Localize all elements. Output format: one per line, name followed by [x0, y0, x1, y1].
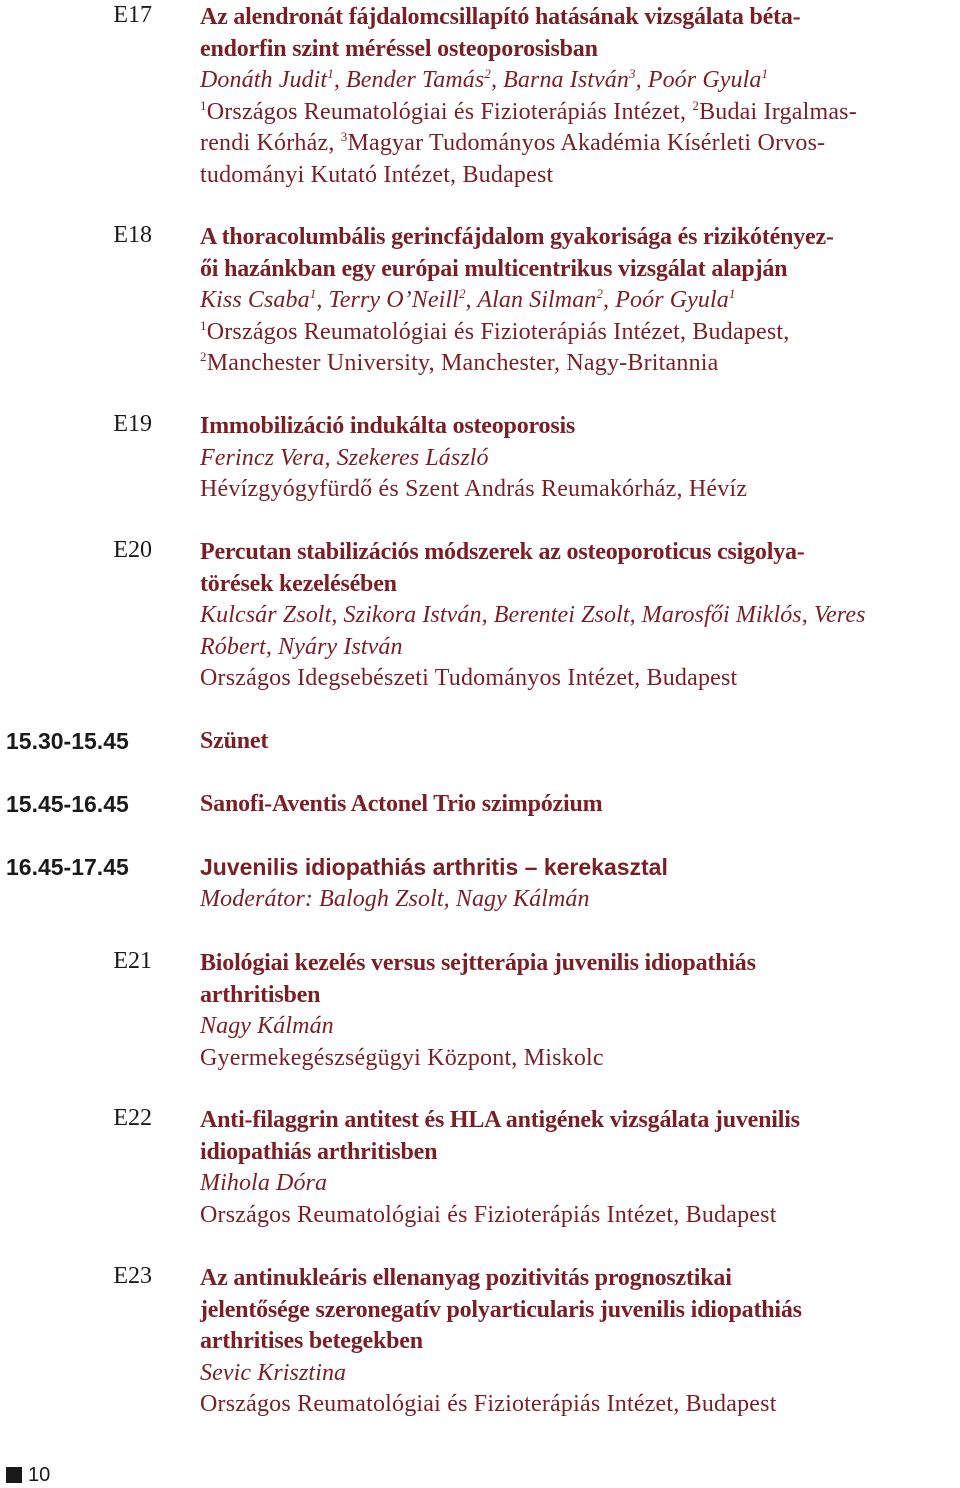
entry-authors: Nagy Kálmán: [200, 1013, 334, 1039]
entry-title-line: arthritisben: [200, 981, 321, 1008]
entry-code: E21: [113, 948, 152, 974]
session-moderator: Moderátor: Balogh Zsolt, Nagy Kálmán: [200, 885, 590, 912]
square-bullet-icon: [6, 1467, 22, 1483]
entry-title-line: Biológiai kezelés versus sejtterápia juvenilis idiopathiás: [200, 950, 756, 976]
entry-title-line: ői hazánkban egy európai multicentrikus vizsgálat alapján: [200, 255, 788, 282]
session-time: 15.45-16.45: [6, 791, 129, 817]
entry-affiliation: rendi Kórház, $^3$Magyar Tudományos Akadémia Kísérleti Orvos-: [200, 129, 826, 156]
entry-authors: Mihola Dóra: [200, 1170, 328, 1196]
entry-authors: Róbert, Nyáry István: [200, 633, 403, 660]
entry-title-line: Percutan stabilizációs módszerek az osteoporoticus csigolya-: [200, 539, 805, 565]
session-label: Sanofi-Aventis Actonel Trio szimpózium: [200, 791, 603, 817]
entry-affiliation: $^1$Országos Reumatológiai és Fizioterápiás Intézet, $^2$Budai Irgalmas-: [200, 97, 857, 125]
entry-title-line: A thoracolumbális gerincfájdalom gyakorisága és rizikótényez-: [200, 224, 834, 250]
entry-title-line: törések kezelésében: [200, 570, 397, 597]
entry-code: E22: [113, 1105, 152, 1131]
entry-affiliation: tudományi Kutató Intézet, Budapest: [200, 161, 554, 188]
session-label: Szünet: [200, 728, 269, 754]
entry-affiliation: $^2$Manchester University, Manchester, Nagy-Britannia: [200, 349, 719, 376]
entry-authors: Ferincz Vera, Szekeres László: [200, 444, 489, 471]
entry-title-line: Immobilizáció indukálta osteoporosis: [200, 413, 576, 439]
entry-affiliation: Országos Idegsebészeti Tudományos Intézet, Budapest: [200, 665, 738, 691]
entry-authors: Sevic Krisztina: [200, 1359, 347, 1386]
entry-code: E18: [113, 222, 152, 248]
entry-affiliation: $^1$Országos Reumatológiai és Fizioterápiás Intézet, Budapest,: [200, 317, 790, 345]
entry-title-line: idiopathiás arthritisben: [200, 1138, 438, 1165]
entry-affiliation: Országos Reumatológiai és Fizioterápiás Intézet, Budapest: [200, 1391, 777, 1417]
entry-code: E20: [113, 537, 152, 563]
entry-affiliation: Országos Reumatológiai és Fizioterápiás Intézet, Budapest: [200, 1201, 777, 1228]
entry-title-line: jelentősége szeronegatív polyarticularis juvenilis idiopathiás: [200, 1296, 802, 1323]
entry-authors: Kulcsár Zsolt, Szikora István, Berentei Zsolt, Marosfői Miklós, Veres: [200, 602, 866, 628]
entry-affiliation: Hévízgyógyfürdő és Szent András Reumakórház, Hévíz: [200, 476, 748, 502]
entry-affiliation: Gyermekegészségügyi Központ, Miskolc: [200, 1044, 604, 1071]
session-time: 16.45-17.45: [6, 854, 129, 880]
entry-title-line: endorfin szint méréssel osteoporosisban: [200, 35, 598, 62]
entry-authors: Donáth Judit$^1$, Bender Tamás$^2$, Barna István$^3$, Poór Gyula$^1$: [200, 66, 769, 93]
entry-title-line: Az antinukleáris ellenanyag pozitivitás prognosztikai: [200, 1265, 732, 1291]
entry-code: E23: [113, 1263, 152, 1289]
entry-title-line: arthritises betegekben: [200, 1328, 423, 1354]
entry-code: E19: [113, 411, 152, 437]
session-time: 15.30-15.45: [6, 728, 129, 754]
entry-authors: Kiss Csaba$^1$, Terry O’Neill$^2$, Alan Silman$^2$, Poór Gyula$^1$: [200, 286, 736, 313]
entry-code: E17: [113, 2, 152, 28]
session-label: Juvenilis idiopathiás arthritis – kerekasztal: [200, 854, 668, 880]
page-number: 10: [28, 1464, 51, 1486]
entry-title-line: Anti-filaggrin antitest és HLA antigének vizsgálata juvenilis: [200, 1107, 800, 1133]
entry-title-line: Az alendronát fájdalomcsillapító hatásának vizsgálata béta-: [200, 4, 801, 30]
